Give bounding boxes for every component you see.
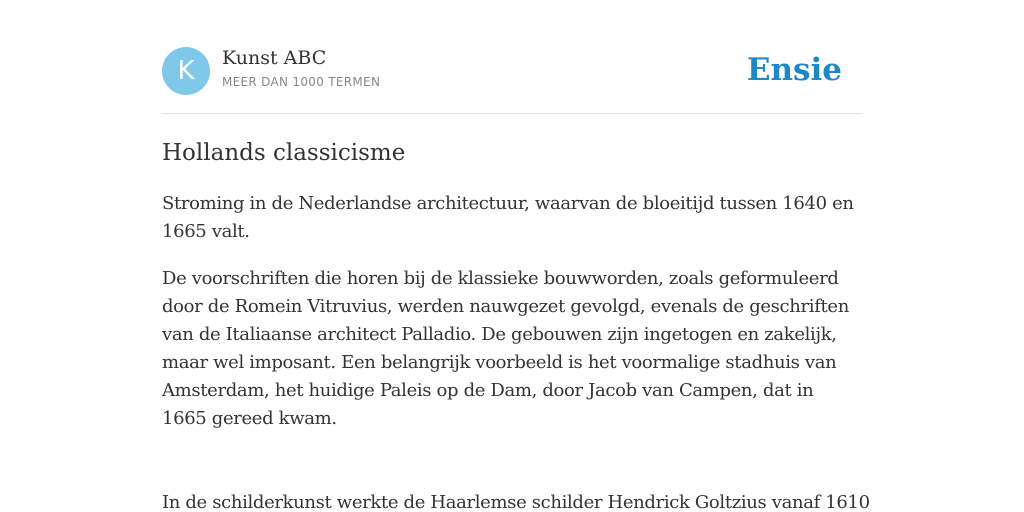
- source-subtitle: MEER DAN 1000 TERMEN: [222, 75, 381, 89]
- article-paragraph: In de schilderkunst werkte de Haarlemse schilder Hendrick Goltzius vanaf 1610: [162, 492, 870, 512]
- header-divider: [162, 113, 862, 114]
- source-header: [162, 47, 862, 95]
- article-paragraph: De voorschriften die horen bij de klassieke bouwworden, zoals geformuleerd door de Romein Vitruvius, werden nauwgezet gevolgd, evenals de geschriften van de Italiaanse architect Palladio. De gebouwen zijn ingetogen en zakelijk, maar wel imposant. Een belangrijk voorbeeld is het voormalige stadhuis van Amsterdam, het huidige Paleis op de Dam, door Jacob van Campen, dat in 1665 gereed kwam.: [162, 268, 849, 429]
- article-title: Hollands classicisme: [162, 140, 406, 166]
- ensie-logo-link[interactable]: Ensie: [746, 52, 842, 88]
- source-avatar[interactable]: K: [162, 47, 210, 95]
- source-name-link[interactable]: Kunst ABC: [222, 47, 327, 69]
- article-paragraph: Stroming in de Nederlandse architectuur, waarvan de bloeitijd tussen 1640 en 1665 valt.: [162, 193, 854, 242]
